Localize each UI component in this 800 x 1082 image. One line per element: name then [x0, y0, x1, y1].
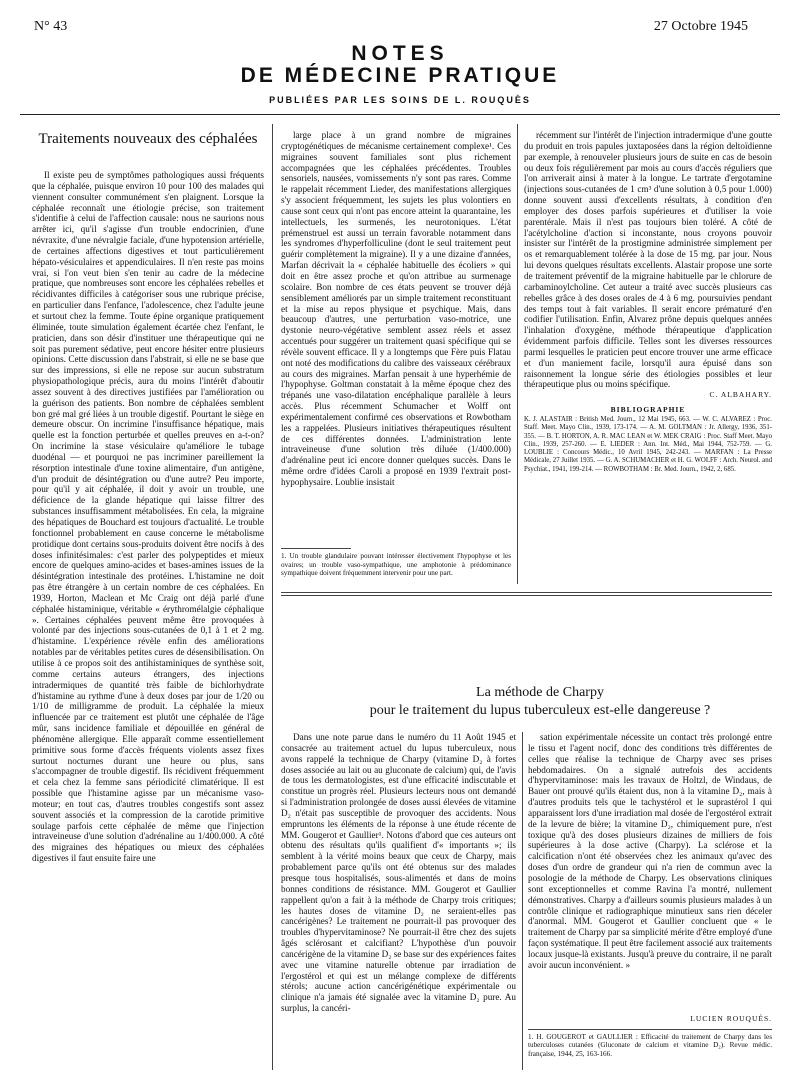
masthead-subtitle: PUBLIÉES PAR LES SOINS DE L. ROUQUÈS [269, 95, 531, 105]
article1-col3-text: récemment sur l'intérêt de l'injection intradermique d'une goutte du produit en trois papules juxtaposées dans la région deltoïdienne par exemple, à renouveler plusieurs jours de suite en cas de besoin ou deux fois régulièrement par mois au cours d'accès réguliers que l'on arriverait ainsi à mater à la longue. Le tartrate d'ergotamine (injections sous-cutanées de 1 cm³ d'une solution à 0,5 pour 1.000) donne souvent aussi d'excellents résultats, à condition d'en employer des doses parfois supérieures et d'utiliser la voie parentérale. Mais il n'est pas toujours bien toléré. A côté de l'acétylcholine d'action si inconstante, nous croyons pouvoir insister sur l'intérêt de la prostigmine administrée simplement per os et remarquablement tolérée à la dose de 15 mg. par jour. Nous lui devons quelques résultats excellents. Alastair propose une sorte de traitement préventif de la migraine habituelle par le chlorure de carbaminoylcholine. Cet auteur a traité avec succès plusieurs cas rebelles grâce à des doses orales de 4 à 6 mg. poursuivies pendant des temps tout à fait variables. Il serait encore prématuré d'en codifier l'utilisation. Enfin, Alvarez prône depuis quelques années l'inhalation d'oxygène, méthode thérapeutique d'application évidemment parfois difficile. Telles sont les diverses ressources parmi lesquelles le praticien peut encore trouver une arme efficace et d'un maniement facile, lorsqu'il aura épuisé dans son raisonnement la longue série des étiologies possibles et leur thérapeutique plus ou moins spécifique. [524, 130, 772, 390]
article2-column-2 [528, 732, 772, 1070]
article2-title-line2: pour le traitement du lupus tuberculeux est-elle dangereuse ? [369, 703, 711, 718]
footnote-rule [281, 548, 351, 549]
article-separator [281, 592, 772, 593]
article1-col1-text: Il existe peu de symptômes pathologiques aussi fréquents que la céphalée, puisque environ 10 pour 100 des malades qui viennent consulter communément s'en plaignent. Lorsque la céphalée reconnaît une étiologie précise, son traitement s'identifie à celui de l'affection causale: nous ne saurions nous arrêter ici, qu'il s'agisse d'un trouble endocrinien, d'une névraxite, d'une névralgie faciale, d'une hypotension artérielle, de certaines affections digestives et tout particulièrement hépato-vésiculaires et appendiculaires. Il n'en reste pas moins vrai, si l'on veut bien s'en tenir au cadre de la médecine pratique, que nombreuses sont encore les céphalées rebelles et récidivantes difficiles à catégoriser sous une rubrique précise, en particulier dans l'enfance, l'adolescence, chez l'adulte jeune et surtout chez la femme. Toute épine organique pratiquement éliminée, toute simulation également écartée chez l'enfant, le praticien, dans son désir d'instituer une thérapeutique qui ne soit pas purement sédative, peut encore hésiter entre plusieurs opinions. Cette discussion dans l'abstrait, si elle ne se base que sur des impressions, si elle ne repose sur aucun substratum physiopathologique précis, aura du moins l'intérêt d'aboutir assez souvent à des directives justifiées par l'amélioration ou la guérison des patients. Bon nombre de céphalées semblent bon gré mal gré liées à un trouble digestif. Pourtant le siège en demeure obscur. On incrimine l'insuffisance hépatique, mais quelle est la fonction perturbée et quelles preuves en a-t-on? On incrimine la stase vésiculaire qu'améliore le tubage duodénal — et pourquoi ne pas incriminer pareillement la résorption intestinale d'une toxine alimentaire, d'un antigène, d'un produit de désintégration ou d'une autre? Peu importe, pour qu'il y ait céphalée, il doit y avoir un trouble, une déficience de la glande hépatique qui laisse filtrer des substances insuffisamment métabolisées. En cela, la migraine des hépatiques de Bouchard est toujours d'actualité. Le trouble fonctionnel probablement en cause concerne le métabolisme protidique dont certains sous-produits doivent être nocifs à des doses infinitésimales: c'est parler des polypeptides et mieux encore de quelques amino-acides et bases-amines issues de la désintégration intestinale des protéines. L'histamine ne doit pas être étrangère à un certain nombre de ces céphalées. En 1939, Horton, Maclean et Mc Craig ont déjà parlé d'une céphalée histaminique, véritable « érythromélalgie céphalique ». Certaines céphalées peuvent même être provoquées à volonté par des injections sous-cutanées de 0,1 à 1 et 2 mg. d'histamine. L'expérience révèle enfin des améliorations notables par de véritables petites cures de désensibilisation. On utilise à ce propos soit des antihistaminiques de synthèse soit, comme certains auteurs étrangers, des injections intradermiques de quantité très faible de bichlorhydrate d'histamine au rythme d'une à deux doses par jour de 1/20 ou 1/10 de milligramme de produit. La céphalée la mieux influencée par ce traitement est plutôt une céphalée de l'âge mûr, sans incidence familiale et dépouillée en général de phénomène allergique. Elle apparaît comme essentiellement primitive sous forme d'accès fréquents violents assez fixes surtout nocturnes durant une heure ou plus, sans s'accompagner de trouble digestif. Ils récidivent fréquemment et cela chez la femme sans périodicité climatérique. Il est possible que l'histamine agisse par un mécanisme vaso-moteur; en tout cas, d'autres troubles congestifs sont assez souvent associés et la compression de la carotide primitive soulage parfois cette céphalée de même que l'injection intraveineuse d'une solution d'adrénaline au 1/400.000. A côté des migraines des hépatiques ou mieux des céphalées digestives il faut ensuite faire une [32, 170, 264, 864]
bibliography-heading: BIBLIOGRAPHIE [610, 405, 686, 415]
article2-footnote: 1. H. GOUGEROT et GAULLIER : Efficacité du traitement de Charpy dans les tuberculoses cutanées (Gluconate de calcium et vitamine D₂). Revue médic. française, 1944, 25, 163-166. [528, 1032, 772, 1059]
article1-col2-text: large place à un grand nombre de migraines cryptogénétiques de mécanisme certainement complexe¹. Ces migraines souvent familiales sont plus richement accompagnées que les céphalées précédentes. Troubles sensoriels, nausées, vomissements n'y sont pas rares. Comme le rappelait récemment Lieder, des manifestations allergiques s'y associent fréquemment, les sujets les plus volontiers en cause sont ceux qui n'ont pas encore atteint la quarantaine, les intellectuels, les surmenés, les neurotoniques. L'état prémenstruel est aussi un terrain favorable notamment dans les syndromes d'hyperfolliculine (dont le seul traitement peut guérir complètement la migraine). Il y a une dizaine d'années, Marfan décrivait la « céphalée habituelle des écoliers » qui doit en être assez proche et qu'on attribue au surmenage scolaire. Bon nombre de ces états peuvent se trouver déjà sensiblement améliorés par un simple traitement reconstituant et la mise au repos physique et psychique. Mais, dans beaucoup d'autres, une perturbation vaso-motrice, une dystonie neuro-végétative semblent assez réels et assez accentués pour suggérer un traitement quasi spécifique qui se révèle souvent efficace. Il y a longtemps que Fère puis Flatau ont noté des modifications du calibre des vaisseaux cérébraux au cours des migraines. Marfan pensait à une hyperhémie de l'hypophyse. Goltman constatait à la même époque chez des trépanés une vaso-dilatation encéphalique parallèle à leurs accès. Plus récemment Schumacher et Wolff ont expérimentalement confirmé ces observations et Rowbotham les a rappelées. Plusieurs initiatives thérapeutiques résultent de ces différentes données. L'administration lente intraveineuse d'une solution très diluée (1/400.000) d'adrénaline peut ici encore donner quelques succès. Dans le même ordre d'idées Caroli a proposé en 1939 l'extrait post-hypophysaire. Loublie insistait [281, 130, 511, 487]
issue-date: 27 Octobre 1945 [653, 19, 748, 34]
article2-signature: LUCIEN ROUQUÈS. [690, 1014, 772, 1023]
column-divider-2 [517, 124, 518, 584]
bibliography-text: K. J. ALASTAIR : British Med. Journ., 12 Mai 1945, 663. — W. C. ALVAREZ : Proc. Staff. Meet. Mayo Clin., 1939, 173-174. — A. M. GOLTMAN : Jr. Allergy, 1936, 351-355. — B. T. HORTON, A. R. MAC LEAN et W. MEK CRAIG : Proc. Staff Meet. Mayo Clin., 1939, 257-260. — E. LIEDER : Ann. Int. Méd., Mai 1944, 752-759. — G. LOUBLIE : Concours Médic., 10 Avril 1945, 242-243. — MARFAN : La Presse Médicale, 27 Juillet 1935. — G. A. SCHUMACHER et H. G. WOLFF : Arch. Neurol. and Psychiat., 1941, 199-214. — ROWBOTHAM : Br. Med. Journ., 1942, 2, 685. [524, 415, 772, 473]
article1-footnote: 1. Un trouble glandulaire pouvant intéresser électivement l'hypophyse et les ovaires; un trouble vaso-sympathique, une amphotonie à prédominance sympathique doivent fréquemment intervenir pour une part. [281, 552, 511, 578]
footnote-rule-2 [528, 1029, 772, 1030]
article2-column-1 [281, 732, 516, 1070]
article2-title-line1: La méthode de Charpy [476, 685, 604, 700]
article2-col2-text: sation expérimentale nécessite un contact très prolongé entre le tissu et l'agent nocif, donc des conditions très différentes de celles que réalise la technique de Charpy avec ses prises hebdomadaires. On a signalé autrefois des accidents d'hypervitaminose: mais les travaux de Holtzl, de Windaus, de Bauer ont prouvé qu'ils étaient dus, non à la vitamine D₂, mais à d'autres produits tels que le tachystérol et le suprastérol I qui apparaissent lors d'une irradiation mal dosée de l'ergostérol extrait de la levure de bière; la vitamine D₂, chimiquement pure, n'est toxique qu'à des doses plusieurs dizaines de milliers de fois supérieures à la dose active (Charpy). La sclérose et la calcification n'ont été observées chez les animaux qu'avec des doses d'un ordre de grandeur qui n'a rien de commun avec la posologie de la méthode de Charpy. Les observations cliniques sont exceptionnelles et comme Ravina l'a montré, nullement démonstratives. Charpy a d'ailleurs soumis plusieurs malades à un contrôle clinique et radiographique minutieux sans rien déceler d'anormal. MM. Gougerot et Gaullier concluent que « le traitement de Charpy par sa simplicité mérite d'être employé d'une façon systématique. Il peut être facilement associé aux traitements locaux jusque-là existants. Jusqu'à preuve du contraire, il ne paraît avoir aucun inconvénient. » [528, 732, 772, 970]
column-divider-1 [272, 124, 273, 1070]
article1-column-1 [32, 130, 264, 1070]
article1-column-3 [524, 130, 772, 590]
masthead-title-line2: DE MÉDECINE PRATIQUE [240, 64, 560, 87]
article2-col1-text: Dans une note parue dans le numéro du 11 Août 1945 et consacrée au traitement actuel du lupus tuberculeux, nous avons rappelé la technique de Charpy (vitamine D₂ à fortes doses associée au lait ou au gluconate de calcium) qui, de l'avis de tous les dermatologistes, est d'une efficacité indiscutable et constitue un progrès réel. Plusieurs lecteurs nous ont demandé si l'administration prolongée de doses aussi élevées de vitamine D₂ n'était pas susceptible de provoquer des accidents. Nous empruntons les éléments de la réponse à une étude récente de MM. Gougerot et Gaullier¹. Notons d'abord que ces auteurs ont obtenu des résultats qu'ils qualifient d'« importants »; ils semblent à la vérité moins beaux que ceux de Charpy, mais probablement parce qu'ils ont été obtenus sur des malades presque tous hospitalisés, sous-alimentés et dans de moins bonnes conditions de résistance. MM. Gougerot et Gaullier rappellent qu'on a fait à la méthode de Charpy trois critiques; les hautes doses de vitamine D₂ ne seraient-elles pas cancérigènes? Le traitement ne pourrait-il pas provoquer des troubles d'hypervitaminose? Ne pourrait-il être chez des sujets âgés sclérosant et calcifiant? L'hypothèse d'un pouvoir cancérigène de la vitamine D₂ se base sur des expériences faites avec une vitamine naturelle obtenue par irradiation de l'ergostérol et qui est un mélange complexe de différents stérols; aucune action cancérigénétique expérimentale ou clinique n'a jamais été signalée avec la vitamine D₂ pure. Au surplus, la cancéri- [281, 732, 516, 1014]
article1-title: Traitements nouveaux des céphalées [38, 131, 258, 147]
article1-column-2 [281, 130, 511, 590]
masthead-rule [20, 114, 780, 115]
column-divider-3 [522, 732, 523, 1070]
article1-signature: C. ALBAHARY. [709, 390, 772, 400]
masthead-title-line1: NOTES [351, 42, 449, 65]
article-separator-double [281, 595, 772, 596]
page-number: N° 43 [34, 19, 68, 34]
